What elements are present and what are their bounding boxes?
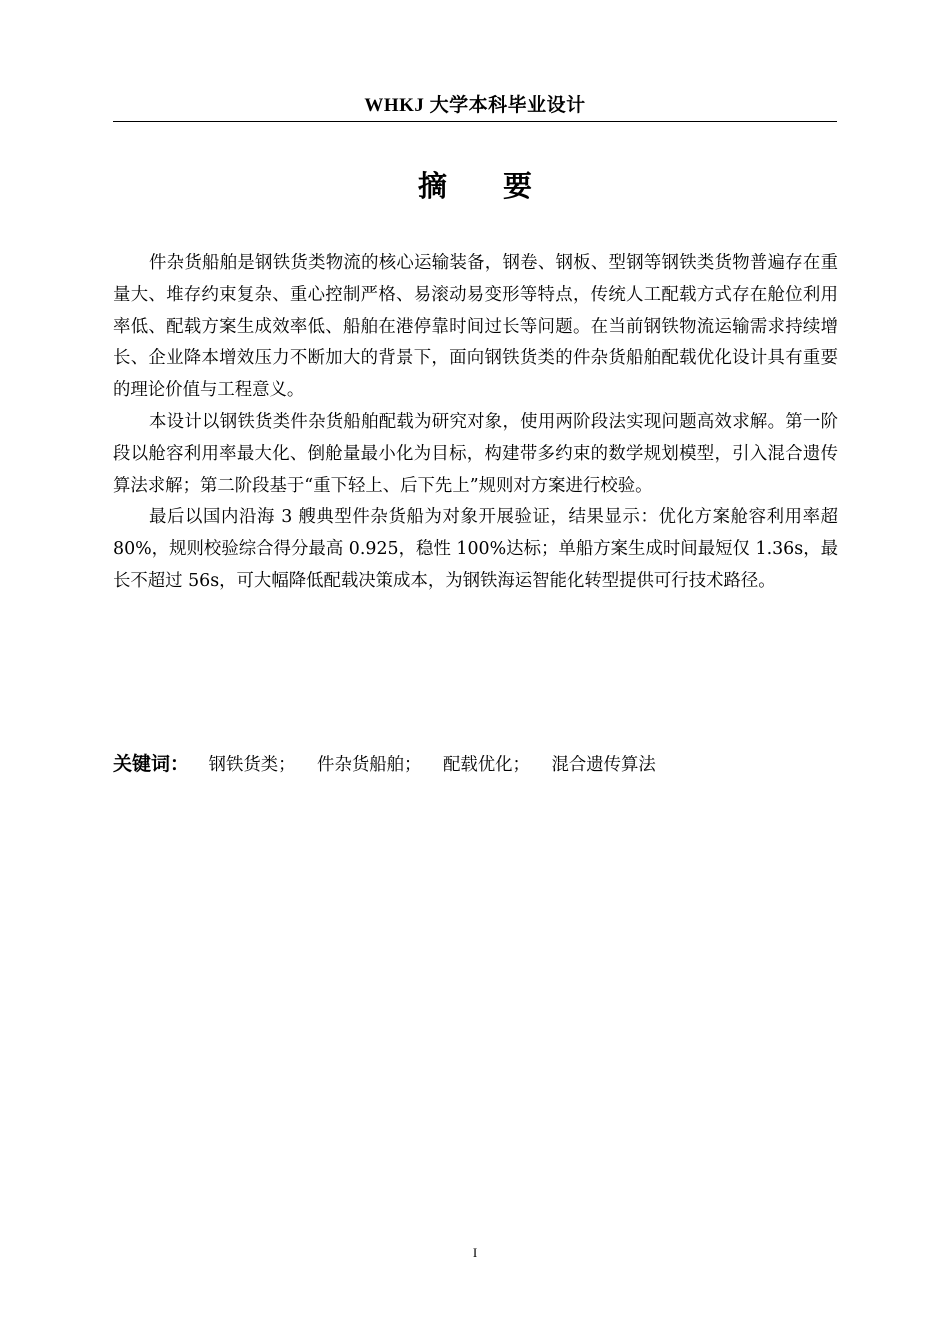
page-number: I: [472, 1245, 478, 1260]
keyword-item: 配载优化；: [442, 755, 530, 775]
abstract-title: 摘要: [417, 169, 588, 203]
keyword-item: 混合遗传算法: [551, 755, 656, 775]
keywords-label: 关键词：: [113, 753, 190, 775]
abstract-body: [113, 248, 838, 598]
abstract-paragraph: 件杂货船舶是钢铁货类物流的核心运输装备，钢卷、钢板、型钢等钢铁类货物普遍存在重量大、堆存约束复杂、重心控制严格、易滚动易变形等特点，传统人工配载方式存在舱位利用率低、配载方案生成效率低、船舶在港停靠时间过长等问题。在当前钢铁物流运输需求持续增长、企业降本增效压力不断加大的背景下，面向钢铁货类的件杂货船舶配载优化设计具有重要的理论价值与工程意义。: [113, 253, 838, 401]
abstract-paragraph: 最后以国内沿海 3 艘典型件杂货船为对象开展验证，结果显示：优化方案舱容利用率超 80%，规则校验综合得分最高 0.925，稳性 100%达标；单船方案生成时间最短仅 1.36s，最长不超过 56s，可大幅降低配载决策成本，为钢铁海运智能化转型提供可行技术路径。: [113, 507, 838, 591]
header-title: WHKJ 大学本科毕业设计: [364, 95, 586, 116]
keyword-item: 钢铁货类；: [208, 755, 296, 775]
abstract-paragraph: 本设计以钢铁货类件杂货船舶配载为研究对象，使用两阶段法实现问题高效求解。第一阶段以舱容利用率最大化、倒舱量最小化为目标，构建带多约束的数学规划模型，引入混合遗传算法求解；第二阶段基于“重下轻上、后下先上”规则对方案进行校验。: [113, 411, 838, 496]
keyword-item: 件杂货船舶；: [317, 755, 422, 775]
page-header: [113, 93, 837, 122]
keywords-section: [113, 748, 838, 781]
